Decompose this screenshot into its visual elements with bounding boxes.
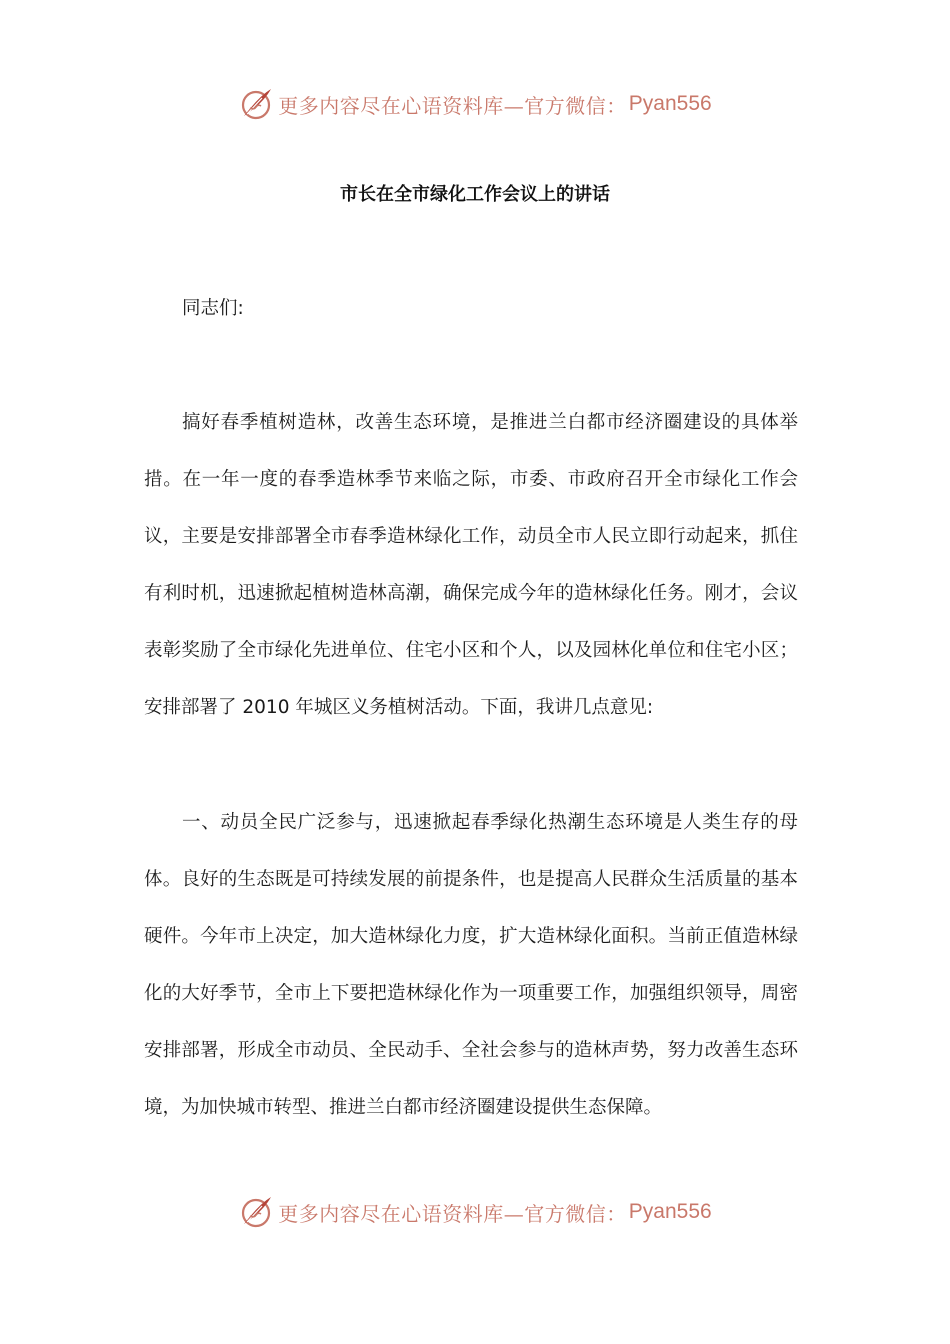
quill-pen-logo-icon (238, 86, 274, 122)
quill-pen-logo-icon (238, 1194, 274, 1230)
paragraph-1: 搞好春季植树造林，改善生态环境，是推进兰白都市经济圈建设的具体举措。在一年一度的春季造林季节来临之际，市委、市政府召开全市绿化工作会议，主要是安排部署全市春季造林绿化工作，动员全市人民立即行动起来，抓住有利时机，迅速掀起植树造林高潮，确保完成今年的造林绿化任务。刚才，会议表彰奖励了全市绿化先进单位、住宅小区和个人，以及园林化单位和住宅小区；安排部署了 2010 年城区义务植树活动。下面，我讲几点意见: (144, 412, 798, 718)
paragraph-2: 一、动员全民广泛参与，迅速掀起春季绿化热潮生态环境是人类生存的母体。良好的生态既是可持续发展的前提条件，也是提高人民群众生活质量的基本硬件。今年市上决定，加大造林绿化力度，扩大造林绿化面积。当前正值造林绿化的大好季节，全市上下要把造林绿化作为一项重要工作，加强组织领导，周密安排部署，形成全市动员、全民动手、全社会参与的造林声势，努力改善生态环境，为加快城市转型、推进兰白都市经济圈建设提供生态保障。 (144, 812, 798, 1118)
watermark-wechat-id: Pyan556 (628, 1200, 712, 1223)
salutation: 同志们: (182, 298, 244, 319)
watermark-wechat-id: Pyan556 (628, 92, 712, 115)
watermark-text: 更多内容尽在心语资料库—官方微信： (278, 1201, 627, 1226)
footer-watermark (0, 1190, 950, 1234)
document-title: 市长在全市绿化工作会议上的讲话 (340, 184, 610, 205)
header-watermark (0, 82, 950, 126)
watermark-text: 更多内容尽在心语资料库—官方微信： (278, 93, 627, 118)
